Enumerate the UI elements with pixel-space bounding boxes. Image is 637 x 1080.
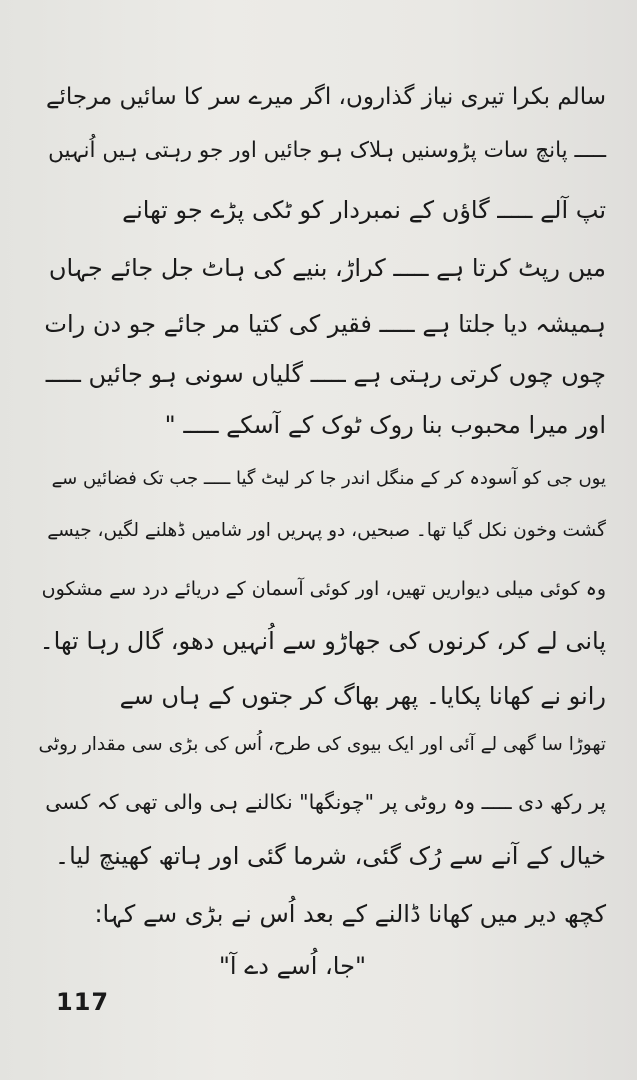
text-line: "جا، اُسے دے آ" [218,952,366,980]
text-line: پانی لے کر، کرنوں کی جھاڑو سے اُنہیں دھو، گال رہا تھا۔ [39,627,606,655]
text-line: خیال کے آنے سے رُک گئی، شرما گئی اور ہاتھ کھینچ لیا۔ [55,842,606,870]
text-line: پر رکھ دی ـــــ وہ روٹی پر "چونگھا" نکالنے ہی والی تھی کہ کسی [45,790,606,814]
text-line: تپ آلے ـــــ گاؤں کے نمبردار کو ٹکی پڑے جو تھانے [122,196,606,224]
text-line: اور میرا محبوب بنا روک ٹوک کے آسکے ـــــ " [164,411,606,439]
text-line: وہ کوئی میلی دیواریں تھیں، اور کوئی آسمان کے دریائے درد سے مشکوں [41,578,606,600]
text-line: تھوڑا سا گھی لے آئی اور ایک بیوی کی طرح، اُس کی بڑی سی مقدار روٹی [38,734,606,755]
text-line: سالم بکرا تیری نیاز گذاروں، اگر میرے سر کا سائیں مرجائے [46,84,606,110]
text-line: یوں جی کو آسودہ کر کے منگل اندر جا کر لیٹ گیا ـــــ جب تک فضائیں سے [51,468,606,489]
text-line: میں رپٹ کرتا ہے ـــــ کراڑ، بنیے کی ہاٹ جل جائے جہاں [48,254,606,282]
text-line: رانو نے کھانا پکایا۔ پھر بھاگ کر جتوں کے ہاں سے [119,682,606,710]
text-line: چوں چوں کرتی رہتی ہے ـــــ گلیاں سونی ہو جائیں ـــــ [45,360,606,388]
text-line: ہمیشہ دیا جلتا ہے ـــــ فقیر کی کتیا مر جائے جو دن رات [44,310,606,338]
text-line: گشت وخون نکل گیا تھا۔ صبحیں، دو پہریں اور شامیں ڈھلنے لگیں، جیسے [47,520,606,541]
page-number: 117 [56,988,110,1016]
text-line: کچھ دیر میں کھانا ڈالنے کے بعد اُس نے بڑی سے کہا: [94,900,606,928]
text-line: ـــــ پانچ سات پڑوسنیں ہلاک ہو جائیں اور جو رہتی ہیں اُنہیں [48,138,606,163]
